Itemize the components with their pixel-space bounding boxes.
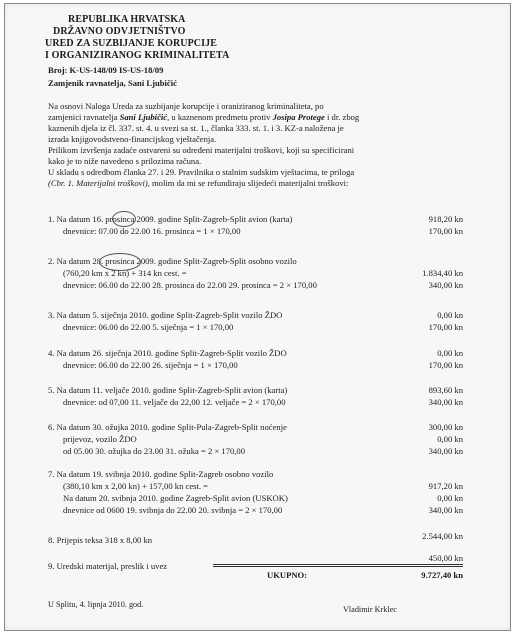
- item-6-amount-2: 0,00 kn: [437, 434, 463, 444]
- handwritten-circle-mark: [112, 211, 136, 227]
- item-3-line-2: dnevnice: 06.00 do 22.00 5. siječnja = 1 × 170,00: [63, 322, 234, 332]
- item-4-line-1: 4. Na datum 26. siječnja 2010. godine Split-Zagreb-Split vozilo ŽDO: [48, 348, 287, 358]
- item-7-line-4: dnevnice od 0600 19. svibnja do 22.00 20. svibnja = 2 × 170,00: [63, 505, 283, 515]
- item-3-amount-1: 0,00 kn: [437, 310, 463, 320]
- intro-line-1: Na osnovi Naloga Ureda za suzbijanje korupcije i oraniziranog kriminaliteta, po: [48, 101, 324, 111]
- document-page: [4, 3, 511, 631]
- item-9-amount-1: 450,00 kn: [428, 553, 463, 563]
- header-office: DRŽAVNO ODVJETNIŠTVO: [53, 26, 186, 37]
- item-7-line-1: 7. Na datum 19. svibnja 2010. godine Split-Zagreb osobno vozilo: [48, 469, 274, 479]
- item-4-line-2: dnevnice: 06.00 do 22.00 26. siječnja = 1 × 170,00: [63, 360, 238, 370]
- item-3-amount-2: 170,00 kn: [428, 322, 463, 332]
- sum-underline: [213, 564, 463, 565]
- item-2-line-3: dnevnice: 06.00 do 22.00 28. prosinca do 22.00 29. prosinca = 2 × 170,00: [63, 280, 317, 290]
- header-bureau: URED ZA SUZBIJANJE KORUPCIJE: [45, 38, 217, 49]
- item-6-amount-3: 340,00 kn: [428, 446, 463, 456]
- item-5-line-1: 5. Na datum 11. veljače 2010. godine Split-Zagreb-Split avion (karta): [48, 385, 288, 395]
- item-7-line-3: Na datum 20. svibnja 2010. godine Zagreb-Split avion (USKOK): [63, 493, 288, 503]
- item-2-amount-2: 340,00 kn: [428, 280, 463, 290]
- item-5-amount-1: 893,60 kn: [428, 385, 463, 395]
- item-6-line-2: prijevoz, vozilo ŽDO: [63, 434, 137, 444]
- item-6-line-3: od 05.00 30. ožujka do 23.00 31. ožuka = 2 × 170,00: [63, 446, 246, 456]
- intro-line-5: Prilikom izvršenja zadaće ostvareni su određeni materijalni troškovi, koji su specificirani: [48, 145, 355, 155]
- item-1-amount-1: 918,20 kn: [428, 214, 463, 224]
- item-2-line-2: (760,20 km x 2 kn) + 314 kn cest. =: [63, 268, 187, 278]
- item-6-line-1: 6. Na datum 30. ožujka 2010. godine Split-Pula-Zagreb-Split noćenje: [48, 422, 287, 432]
- item-5-line-2: dnevnice: od 07,00 11. veljače do 22,00 12. veljače = 2 × 170,00: [63, 397, 286, 407]
- item-1-line-1: 1. Na datum 16. prosinca 2009. godine Split-Zagreb-Split avion (karta): [48, 214, 293, 224]
- intro-line-8: (Cbr. 1. Materijalni troškovi), molim da mi se refundiraju slijedeći materijalni troškovi:: [48, 178, 349, 188]
- item-3-line-1: 3. Na datum 5. siječnja 2010. godine Split-Zagreb-Split vozilo ŽDO: [48, 310, 283, 320]
- item-1-line-2: dnevnice: 07.00 do 22.00 16. prosinca = 1 × 170,00: [63, 226, 241, 236]
- item-4-amount-2: 170,00 kn: [428, 360, 463, 370]
- header-republic: REPUBLIKA HRVATSKA: [68, 14, 186, 25]
- intro-line-2: zamjenici ravnatelja Sani Ljubičić, u kaznenom predmetu protiv Josipa Protege i dr. zbog: [48, 112, 360, 122]
- item-7-amount-1: 917,20 kn: [428, 481, 463, 491]
- reference-number: Broj: K-US-148/09 IS-US-18/09: [48, 65, 164, 75]
- intro-line-3: kaznenih djela iz čl. 337. st. 4. u svezi sa st. 1., članka 333. st. 1. i 3. KZ-a naložena je: [48, 123, 344, 133]
- sum-underline-2: [213, 566, 463, 567]
- signature-name: Vladimir Krklec: [343, 605, 397, 614]
- item-8-amount-1: 2.544,00 kn: [422, 531, 463, 541]
- item-2-line-1: 2. Na datum 28. prosinca 2009. godine Split-Zagreb-Split osobno vozilo: [48, 256, 297, 266]
- item-8-line-1: 8. Prijepis teksa 318 x 8,00 kn: [48, 535, 153, 545]
- item-4-amount-1: 0,00 kn: [437, 348, 463, 358]
- handwritten-circle-mark: [99, 253, 141, 271]
- item-6-amount-1: 300,00 kn: [428, 422, 463, 432]
- item-5-amount-2: 340,00 kn: [428, 397, 463, 407]
- intro-line-6: kako je to niže navedeno s prilozima računa.: [48, 156, 202, 166]
- total-label: UKUPNO:: [267, 570, 308, 580]
- intro-line-4: izrada knjigovodstveno-financijskog vještačenja.: [48, 134, 217, 144]
- intro-line-7: U skladu s odredbom članka 27. i 29. Pravilnika o stalnim sudskim vještacima, te priloga: [48, 167, 355, 177]
- item-2-amount-1: 1.834,40 kn: [422, 268, 463, 278]
- place-date: U Splitu, 4. lipnja 2010. god.: [48, 600, 144, 609]
- deputy-line: Zamjenik ravnatelja, Sani Ljubičić: [48, 78, 177, 88]
- total-value: 9.727,40 kn: [421, 570, 463, 580]
- item-7-line-2: (380,10 km x 2,00 kn) + 157,00 kn cest. =: [63, 481, 209, 491]
- item-9-line-1: 9. Uredski materijal, preslik i uvez: [48, 561, 168, 571]
- item-7-amount-3: 340,00 kn: [428, 505, 463, 515]
- header-bureau-2: I ORGANIZIRANOG KRIMINALITETA: [45, 50, 230, 61]
- item-1-amount-2: 170,00 kn: [428, 226, 463, 236]
- item-7-amount-2: 0,00 kn: [437, 493, 463, 503]
